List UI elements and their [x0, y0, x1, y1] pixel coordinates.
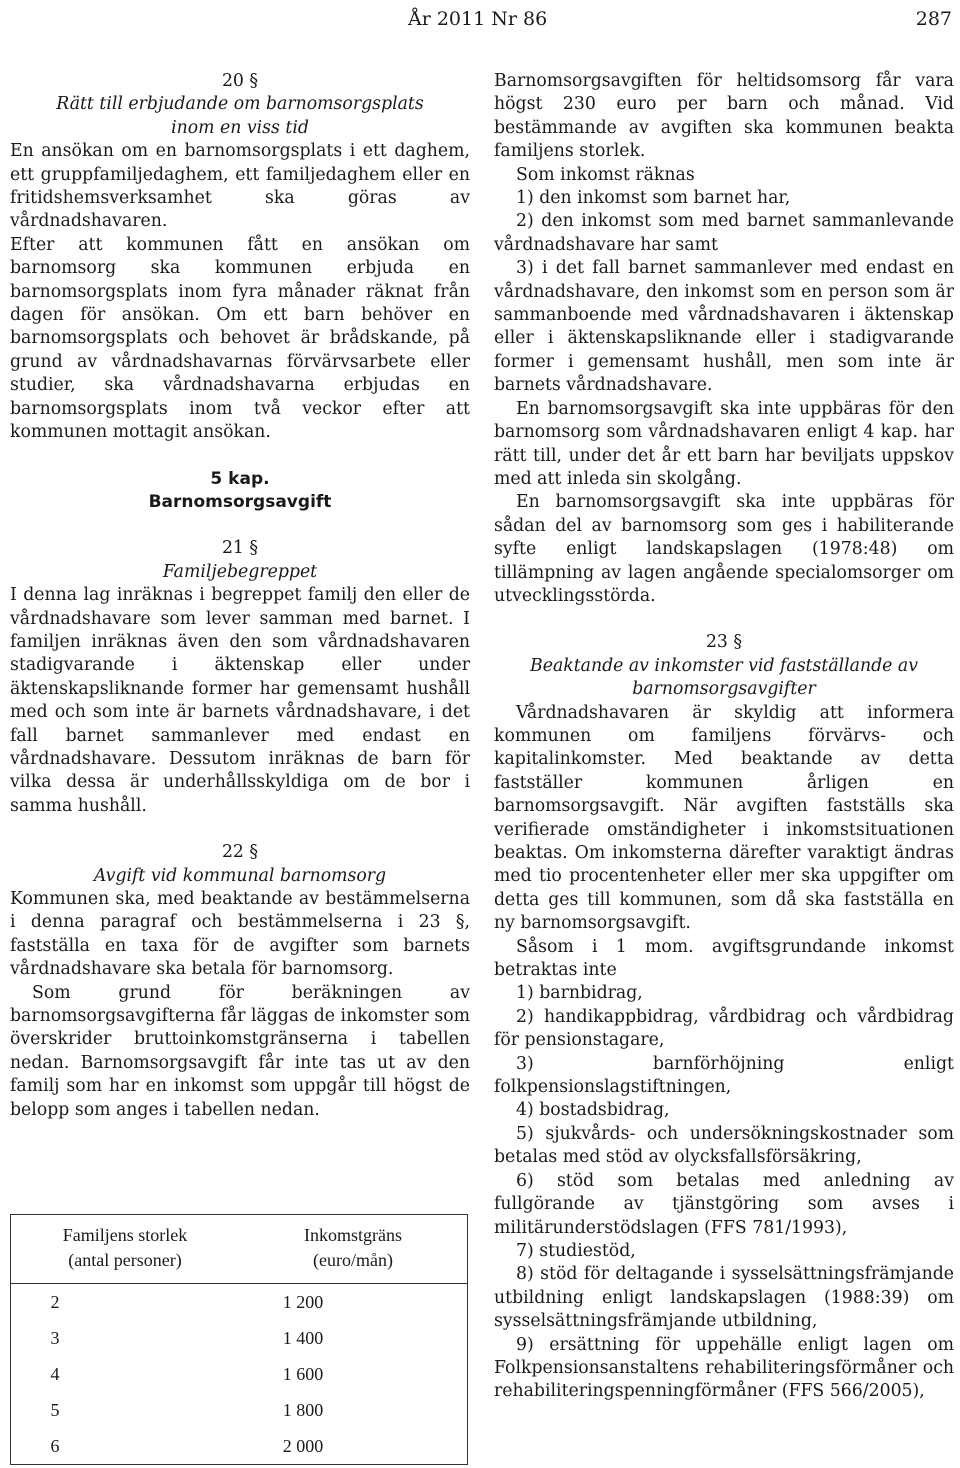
list-item: 5) sjukvårds- och undersökningskostnader som betalas med stöd av olycksfallsförsäkring, [494, 1123, 954, 1168]
table-header-row [11, 1215, 468, 1284]
table-header-family-size [11, 1215, 240, 1284]
list-item: 3) barnförhöjning enligt folkpensionslagstiftningen, [494, 1053, 954, 1098]
section-22-title: Avgift vid kommunal barnomsorg [93, 865, 387, 886]
table-row [11, 1392, 468, 1428]
right-paragraph-2: Som inkomst räknas [516, 164, 695, 185]
section-23-title-line1: Beaktande av inkomster vid fastställande av [530, 655, 918, 676]
table-header-income-limit [239, 1215, 468, 1284]
chapter-title: Barnomsorgsavgift [148, 491, 332, 512]
income-limit-cell: 1 800 [282, 1399, 324, 1420]
family-size-cell: 4 [50, 1363, 60, 1384]
family-size-header-line1: Familjens storlek [62, 1225, 188, 1245]
income-limit-cell: 1 400 [282, 1327, 324, 1348]
list-item: 1) barnbidrag, [516, 983, 643, 1004]
table-row [11, 1428, 468, 1465]
list-item: 1) den inkomst som barnet har, [516, 188, 791, 209]
list-item: 6) stöd som betalas med anledning av fullgörande av tjänstgöring som avses i militärunderstödslagen (FFS 781/1993), [494, 1170, 954, 1238]
section-21-number: 21 § [221, 538, 259, 559]
section-22-number: 22 § [221, 842, 259, 863]
family-size-cell: 3 [50, 1327, 60, 1348]
right-paragraph-3: En barnomsorgsavgift ska inte uppbäras för den barnomsorg som vårdnadshavaren enligt 4 kap. har rätt till, under det år ett barn har beviljats uppskov med att inleda sin skolgång. [494, 398, 954, 489]
page-number: 287 [915, 8, 952, 30]
section-22-paragraph-1: Kommunen ska, med beaktande av bestämmelserna i denna paragraf och bestämmelserna i 23 §, fastställa en taxa för de avgifter som barnets vårdnadshavare ska betala för barnomsorg. [10, 889, 470, 980]
family-size-cell: 6 [50, 1435, 60, 1456]
section-20-paragraph-1: En ansökan om en barnomsorgsplats i ett daghem, ett gruppfamiljedaghem, ett familjedaghem eller en fritidshemsverksamhet ska göras av vårdnadshavaren. [10, 141, 470, 232]
income-limit-cell: 2 000 [282, 1435, 324, 1456]
section-23-title-line2: barnomsorgsavgifter [632, 679, 816, 700]
section-23-paragraph-2: Såsom i 1 mom. avgiftsgrundande inkomst betraktas inte [494, 936, 954, 981]
section-21-title: Familjebegreppet [162, 561, 318, 582]
list-item: 2) den inkomst som med barnet sammanlevande vårdnadshavare har samt [494, 211, 954, 255]
list-item: 4) bostadsbidrag, [516, 1100, 670, 1121]
section-23-number: 23 § [705, 632, 743, 653]
list-item: 8) stöd för deltagande i sysselsättningsfrämjande utbildning enligt landskapslagen (1988:39) om sysselsättningsfrämjande utbildning, [494, 1264, 954, 1332]
section-20-number: 20 § [221, 71, 259, 91]
table-row [11, 1320, 468, 1356]
table-row [11, 1356, 468, 1392]
section-22-paragraph-2: Som grund för beräkningen av barnomsorgsavgifterna får läggas de inkomster som överskrider bruttoinkomstgränserna i tabellen nedan. Barnomsorgsavgift får inte tas ut av den familj som har en inkomst som uppgår till högst de belopp som anges i tabellen nedan. [10, 982, 470, 1120]
table-row [11, 1284, 468, 1321]
family-size-header-line2: (antal personer) [68, 1250, 182, 1270]
family-size-cell: 2 [50, 1291, 60, 1312]
chapter-number: 5 kap. [210, 468, 270, 489]
income-limit-header-line2: (euro/mån) [313, 1250, 393, 1270]
left-column [10, 70, 470, 1122]
list-item: 3) i det fall barnet sammanlever med endast en vårdnadshavare, den inkomst som en person som är sammanboende med vårdnadshavaren i äktenskap eller i äktenskapsliknande eller i stadigvarande former i gemensamt hushåll, men som inte är barnets vårdnadshavare. [494, 258, 954, 396]
page-header [0, 6, 960, 36]
income-limit-cell: 1 600 [282, 1363, 324, 1384]
right-paragraph-1: Barnomsorgsavgiften för heltidsomsorg får vara högst 230 euro per barn och månad. Vid bestämmande av avgiften ska kommunen beakta familjens storlek. [494, 71, 954, 162]
right-column [494, 70, 954, 1404]
section-20-title-line2: inom en viss tid [171, 117, 309, 138]
section-23-paragraph-1: Vårdnadshavaren är skyldig att informera kommunen om familjens förvärvs- och kapitalinkomster. Med beaktande av detta fastställer kommunen årligen en barnomsorgsavgift. När avgiften fastställs ska verifierade omständigheter i inkomstsituationen beaktas. Om inkomsterna därefter varaktigt ändras med tio procentenheter eller mer ska uppgifter om detta ges till kommunen, som då ska fastställa en ny barnomsorgsavgift. [494, 702, 954, 934]
income-limit-table [10, 1214, 468, 1465]
income-limit-cell: 1 200 [282, 1291, 324, 1312]
income-limit-header-line1: Inkomstgräns [304, 1225, 402, 1245]
section-20-title-line1: Rätt till erbjudande om barnomsorgsplats [56, 94, 424, 115]
list-item: 7) studiestöd, [516, 1240, 636, 1261]
list-item: 9) ersättning för uppehälle enligt lagen om Folkpensionsanstaltens rehabiliteringsförmåner och rehabiliteringspenningförmåner (FFS 566/2005), [494, 1334, 954, 1402]
family-size-cell: 5 [50, 1399, 60, 1420]
section-21-paragraph-1: I denna lag inräknas i begreppet familj den eller de vårdnadshavare som lever samman med barnet. I familjen inräknas även den som vårdnadshavaren stadigvarande i äktenskap eller under äktenskapsliknande former har gemensamt hushåll med och som inte är barnets vårdnadshavare, i det fall barnet sammanlever med endast en vårdnadshavare. Dessutom inräknas de barn för vilka dessa är underhållsskyldiga om de bor i samma hushåll. [10, 585, 470, 816]
issue-label: År 2011 Nr 86 [408, 8, 548, 30]
list-item: 2) handikappbidrag, vårdbidrag och vårdbidrag för pensionstagare, [494, 1006, 954, 1051]
right-paragraph-4: En barnomsorgsavgift ska inte uppbäras för sådan del av barnomsorg som ges i habiliterande syfte enligt landskapslagen (1978:48) om tillämpning av lagen angående specialomsorger om utvecklingsstörda. [494, 492, 954, 606]
section-20-paragraph-2: Efter att kommunen fått en ansökan om barnomsorg ska kommunen erbjuda en barnomsorgsplats inom fyra månader räknat från dagen för ansökan. Om ett barn behöver en barnomsorgsplats och behovet är brådskande, på grund av vårdnadshavarnas förvärvsarbete eller studier, ska vårdnadshavarna erbjudas en barnomsorgsplats inom två veckor efter att kommunen mottagit ansökan. [10, 234, 470, 443]
